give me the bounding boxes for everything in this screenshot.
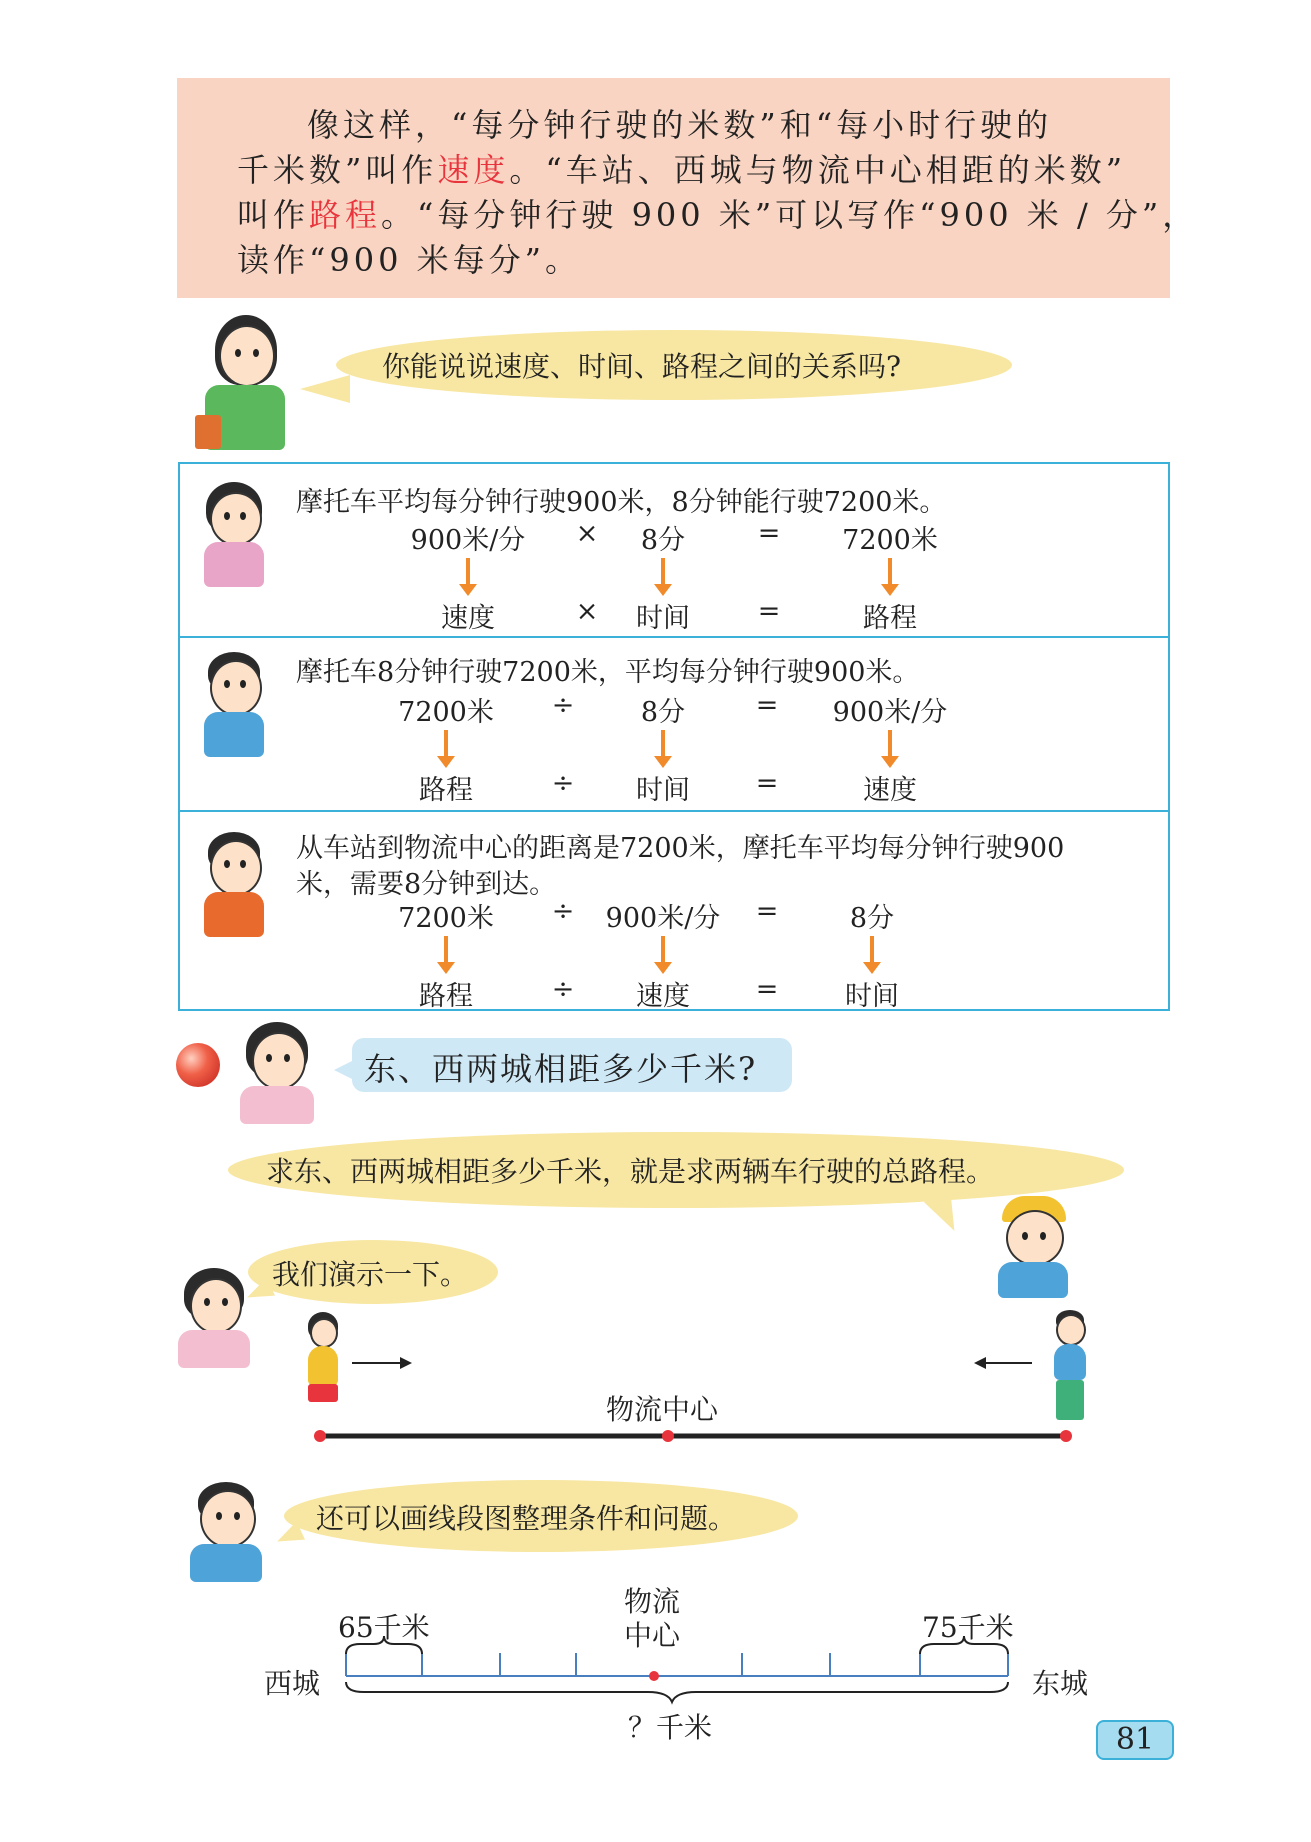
segment-center-label-line-2: 中心: [624, 1619, 681, 1652]
example-3-value: 900米/分: [605, 903, 721, 934]
page-number: 81: [1096, 1720, 1174, 1760]
left-arrow-head-icon: [974, 1357, 986, 1369]
example-1-value: 900米/分: [410, 525, 526, 556]
example-2-operator: ÷: [551, 690, 575, 721]
hint-text: 求东、西两城相距多少千米，就是求两辆车行驶的总路程。: [266, 1155, 995, 1188]
example-3-operator: ÷: [551, 896, 575, 927]
example-1-equals: =: [757, 518, 781, 549]
example-2-operator: ÷: [551, 768, 575, 799]
total-distance-label: ？千米: [628, 1711, 713, 1744]
definition-line-4: 读作“900 米每分”。: [237, 241, 581, 279]
definition-line-1: 像这样，“每分钟行驶的米数”和“每小时行驶的: [307, 106, 1053, 144]
example-3-text-line-1: 从车站到物流中心的距离是7200米，摩托车平均每分钟行驶900: [296, 833, 1065, 864]
example-3-operator: ÷: [551, 974, 575, 1005]
definition-text: 。“每分钟行驶 900 米”可以写作“900 米 / 分”，: [381, 196, 1199, 234]
left-distance-label: 65千米: [338, 1611, 430, 1644]
west-city-label: 西城: [264, 1667, 321, 1700]
east-point: [1060, 1430, 1072, 1442]
definition-text: 叫作: [237, 196, 310, 234]
right-distance-label: 75千米: [922, 1611, 1014, 1644]
example-1-term: 路程: [863, 603, 917, 634]
example-2-term: 路程: [419, 775, 473, 806]
example-3-term: 速度: [636, 981, 690, 1012]
term-speed: 速度: [437, 151, 510, 189]
demo-text: 我们演示一下。: [272, 1258, 469, 1291]
example-2-equals: =: [755, 690, 779, 721]
example-2-value: 7200米: [398, 697, 494, 728]
term-distance: 路程: [309, 196, 382, 234]
example-2-value: 900米/分: [832, 697, 948, 728]
definition-text: 千米数”叫作: [237, 151, 438, 189]
boy-illustration: [180, 1482, 280, 1582]
example-1-operator: ×: [575, 518, 599, 549]
question-text: 东、西两城相距多少千米?: [364, 1050, 758, 1088]
example-3-term: 路程: [419, 981, 473, 1012]
example-1-text: 摩托车平均每分钟行驶900米，8分钟能行驶7200米。: [296, 487, 947, 518]
segment-center-point: [649, 1671, 659, 1681]
example-3-value: 8分: [849, 903, 895, 934]
center-point: [662, 1430, 674, 1442]
total-brace: [346, 1682, 1008, 1702]
right-arrow-head-icon: [400, 1357, 412, 1369]
example-1-value: 8分: [640, 525, 686, 556]
example-1-value: 7200米: [842, 525, 938, 556]
example-2-equals: =: [755, 768, 779, 799]
example-1-term: 时间: [636, 603, 690, 634]
demo-center-label: 物流中心: [606, 1393, 719, 1426]
definition-text: 。“车站、西城与物流中心相距的米数”: [509, 151, 1127, 189]
example-3-text-line-2: 米，需要8分钟到达。: [296, 869, 557, 900]
example-3-equals: =: [755, 974, 779, 1005]
example-2-text: 摩托车8分钟行驶7200米，平均每分钟行驶900米。: [296, 657, 920, 688]
example-3-equals: =: [755, 896, 779, 927]
example-2-term: 速度: [863, 775, 917, 806]
example-3-value: 7200米: [398, 903, 494, 934]
example-2-term: 时间: [636, 775, 690, 806]
east-city-label: 东城: [1032, 1667, 1089, 1700]
west-point: [314, 1430, 326, 1442]
teacher-question: 你能说说速度、时间、路程之间的关系吗?: [382, 350, 902, 383]
line-graph-text: 还可以画线段图整理条件和问题。: [316, 1502, 737, 1535]
example-2-value: 8分: [640, 697, 686, 728]
example-3-term: 时间: [845, 981, 899, 1012]
example-1-equals: =: [757, 596, 781, 627]
segment-center-label-line-1: 物流: [624, 1585, 681, 1618]
example-1-operator: ×: [575, 596, 599, 627]
example-1-term: 速度: [441, 603, 495, 634]
